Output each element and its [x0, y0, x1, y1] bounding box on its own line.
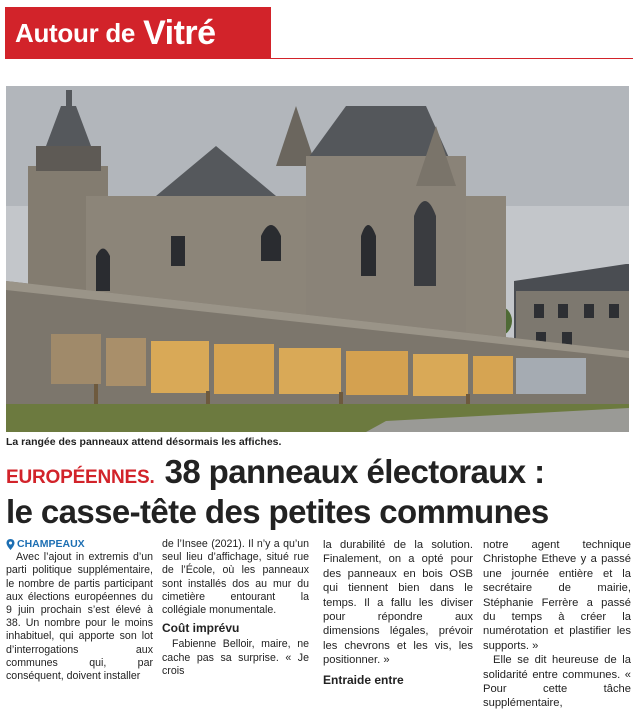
- section-banner: [5, 7, 271, 59]
- dateline: [6, 538, 153, 551]
- dateline-location: CHAMPEAUX: [17, 538, 85, 550]
- article-paragraph: Fabienne Belloir, maire, ne cache pas sa surprise. « Je crois: [162, 638, 309, 677]
- church-illustration: [6, 86, 629, 432]
- article-photo: [6, 86, 629, 432]
- article-column-3: [323, 538, 473, 690]
- article-paragraph: Avec l’ajout in extremis d’un parti politique supplémentaire, le nombre de partis participant aux élections européennes du 9 juin prochain s’est élevé à 38. Un nombre pour le moins inhabituel, qui apporte son lot d’interrogations aux communes qui, par conséquent, doivent installer: [6, 551, 153, 683]
- section-title-part1: Autour de: [15, 17, 136, 48]
- subhead-entraide: Entraide entre: [323, 672, 404, 687]
- location-pin-icon: [6, 539, 15, 550]
- headline-line1: 38 panneaux électoraux :: [164, 453, 545, 490]
- article-paragraph: la durabilité de la solution. Finalement, on a opté pour des panneaux en bois OSB qui tiennent bien dans le temps. Il a fallu les diviser pour répondre aux dimensions légales, prévoir les chevrons et les vis, les positionner. »: [323, 539, 473, 667]
- photo-caption: La rangée des panneaux attend désormais les affiches.: [6, 436, 282, 448]
- section-rule: [271, 58, 633, 59]
- subhead-cout-imprevu: Coût imprévu: [162, 621, 240, 636]
- section-title-part2: Vitré: [143, 13, 216, 52]
- headline-line2: le casse-tête des petites communes: [6, 493, 549, 530]
- headline: [6, 453, 631, 531]
- headline-kicker: EUROPÉENNES.: [6, 467, 155, 488]
- article-paragraph: Elle se dit heureuse de la solidarité entre communes. « Pour cette tâche supplémentaire,: [483, 654, 631, 710]
- article-column-1: [6, 538, 153, 683]
- article-paragraph: de l’Insee (2021). Il n’y a qu’un seul lieu d’affichage, situé rue de l’École, où les panneaux sont installés dos au mur du cimetière entourant la collégiale monumentale.: [162, 538, 309, 617]
- article-column-4: [483, 538, 631, 711]
- article-paragraph: notre agent technique Christophe Etheve y a passé une journée entière et la secrétaire de mairie, Stéphanie Ferrère a passé du temps à créer la numérotation et plastifier les supports. »: [483, 539, 631, 652]
- article-column-2: [162, 538, 309, 678]
